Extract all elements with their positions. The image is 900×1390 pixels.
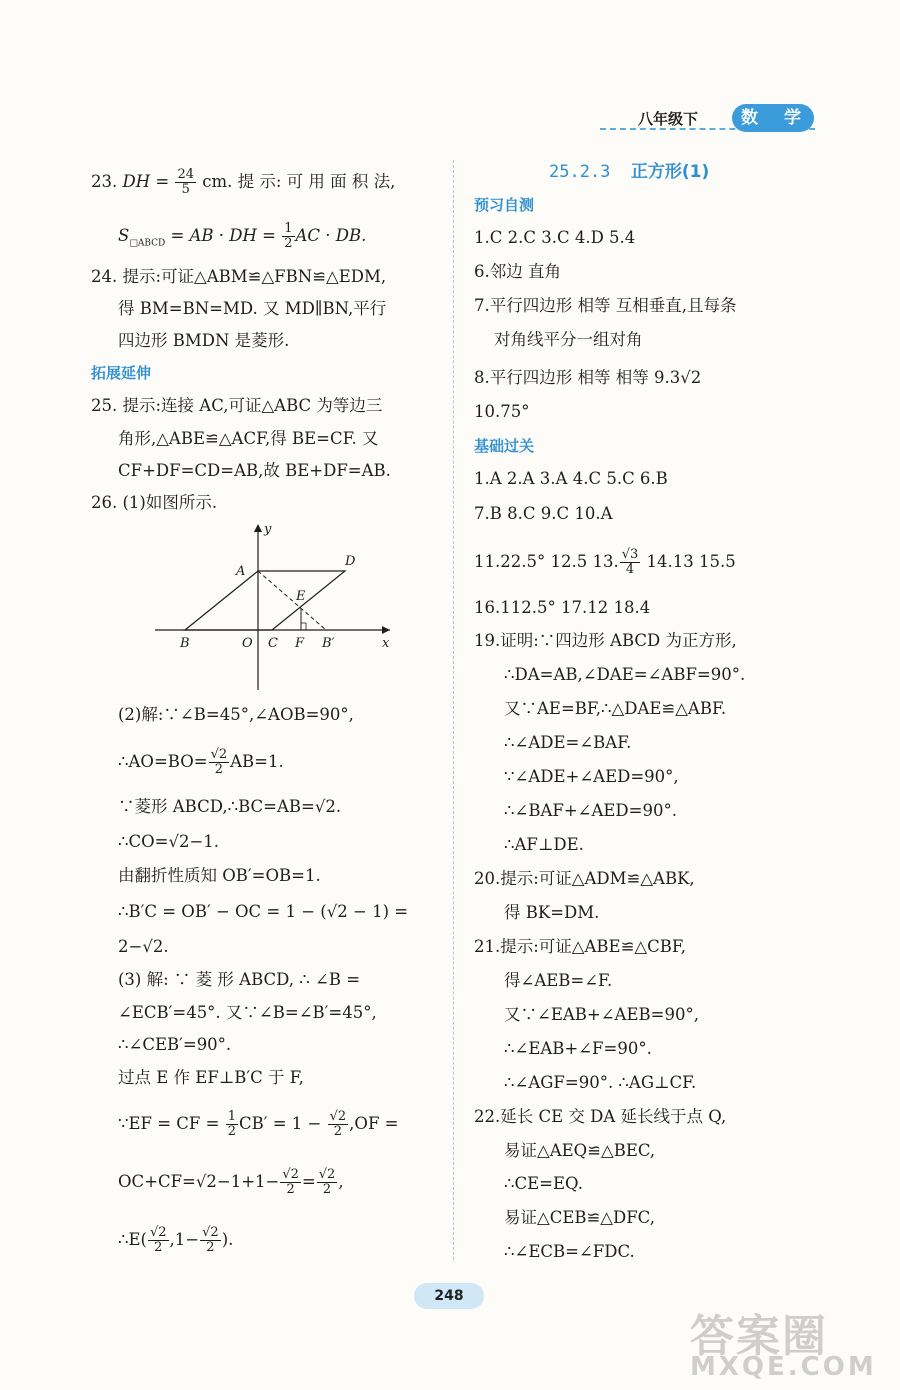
answer-26-part3-line7: ∴E( $\frac{√2}{2}$ ,1− $\frac{√2}{2}$ ). bbox=[118, 1225, 234, 1255]
y-axis-arrow bbox=[254, 524, 262, 532]
answer-23-line2: $S_{□ABCD}$ = AB · DH = $\frac{1}{2}$ AC · DB. bbox=[118, 221, 367, 251]
preview-line-7a: 7.平行四边形 相等 互相垂直,且每条 bbox=[474, 296, 737, 315]
answer-19-line4: ∴∠ADE=∠BAF. bbox=[504, 733, 632, 752]
label-x: x bbox=[382, 636, 390, 651]
answer-23-line1: 23. DH = $\frac{24}{5}$ cm. 提 示: 可 用 面 积 法, bbox=[91, 167, 396, 197]
answer-26-line1: 26. (1)如图所示. bbox=[91, 493, 218, 512]
watermark-url: MXQE.COM bbox=[690, 1352, 877, 1382]
answer-26-part2-line4: ∴CO=√2−1. bbox=[118, 832, 220, 851]
answer-19-line1: 19.证明:∵四边形 ABCD 为正方形, bbox=[474, 631, 737, 650]
label-F: F bbox=[295, 636, 305, 651]
answer-25-line1: 25. 提示:连接 AC,可证△ABC 为等边三 bbox=[91, 396, 383, 415]
label-E: E bbox=[296, 589, 306, 604]
answer-26-part3-line1: (3) 解: ∵ 菱 形 ABCD, ∴ ∠B = bbox=[118, 970, 361, 989]
basic-line-1: 1.A 2.A 3.A 4.C 5.C 6.B bbox=[474, 469, 668, 488]
column-divider bbox=[453, 160, 454, 1260]
label-A: A bbox=[236, 564, 246, 579]
answer-26-part2-line3: ∵菱形 ABCD,∴BC=AB=√2. bbox=[118, 797, 342, 816]
label-B: B bbox=[180, 636, 190, 651]
answer-20-line1: 20.提示:可证△ADM≌△ABK, bbox=[474, 869, 695, 888]
answer-26-part3-line3: ∴∠CEB′=90°. bbox=[118, 1035, 232, 1054]
answer-26-part2-line1: (2)解:∵∠B=45°,∠AOB=90°, bbox=[118, 705, 354, 724]
label-y: y bbox=[264, 522, 272, 537]
answer-19-line5: ∵∠ADE+∠AED=90°, bbox=[504, 767, 679, 786]
answer-19-line2: ∴DA=AB,∠DAE=∠ABF=90°. bbox=[504, 665, 746, 684]
rhombus-abcd bbox=[185, 571, 345, 630]
section-extension-heading: 拓展延伸 bbox=[91, 364, 152, 382]
answer-22-line1: 22.延长 CE 交 DA 延长线于点 Q, bbox=[474, 1107, 727, 1126]
answer-21-line3: 又∵∠EAB+∠AEB=90°, bbox=[504, 1005, 699, 1024]
fold-line bbox=[258, 571, 326, 630]
answer-22-line3: ∴CE=EQ. bbox=[504, 1174, 583, 1193]
answer-19-line6: ∴∠BAF+∠AED=90°. bbox=[504, 801, 677, 820]
preview-line-8: 8.平行四边形 相等 相等 9.3√2 bbox=[474, 368, 702, 387]
preview-line-10: 10.75° bbox=[474, 402, 530, 421]
subject-badge: 数 学 bbox=[732, 104, 814, 132]
label-D: D bbox=[345, 554, 356, 569]
answer-24-line3: 四边形 BMDN 是菱形. bbox=[118, 331, 290, 350]
answer-21-line4: ∴∠EAB+∠F=90°. bbox=[504, 1039, 652, 1058]
answer-21-line2: 得∠AEB=∠F. bbox=[504, 971, 613, 990]
label-O: O bbox=[242, 636, 253, 651]
answer-24-line1: 24. 提示:可证△ABM≌△FBN≌△EDM, bbox=[91, 267, 387, 286]
answer-19-line3: 又∵AE=BF,∴△DAE≌△ABF. bbox=[504, 699, 727, 718]
answer-26-part2-line6: ∴B′C = OB′ − OC = 1 − (√2 − 1) = bbox=[118, 902, 409, 921]
watermark-logo: 答案圈 bbox=[690, 1311, 828, 1362]
basic-line-11: 11.22.5° 12.5 13. $\frac{√3}{4}$ 14.13 15.5 bbox=[474, 547, 736, 577]
answer-26-part3-line4: 过点 E 作 EF⊥B′C 于 F, bbox=[118, 1068, 304, 1087]
answer-22-line2: 易证△AEQ≌△BEC, bbox=[504, 1141, 656, 1160]
section-title: 25.2.3 正方形(1) bbox=[549, 162, 710, 182]
rhombus-figure bbox=[150, 520, 400, 695]
answer-25-line2: 角形,△ABE≌△ACF,得 BE=CF. 又 bbox=[118, 429, 379, 448]
basic-line-16: 16.112.5° 17.12 18.4 bbox=[474, 598, 651, 617]
x-axis-arrow bbox=[382, 626, 390, 634]
answer-21-line5: ∴∠AGF=90°. ∴AG⊥CF. bbox=[504, 1073, 697, 1092]
answer-21-line1: 21.提示:可证△ABE≌△CBF, bbox=[474, 937, 686, 956]
page-number: 248 bbox=[414, 1283, 484, 1309]
answer-26-part3-line2: ∠ECB′=45°. 又∵∠B=∠B′=45°, bbox=[118, 1003, 377, 1022]
preview-line-7b: 对角线平分一组对角 bbox=[494, 330, 643, 349]
preview-line-1: 1.C 2.C 3.C 4.D 5.4 bbox=[474, 228, 636, 247]
answer-26-part3-line6: OC+CF=√2−1+1− $\frac{√2}{2}$ = $\frac{√2}{2}$ , bbox=[118, 1167, 344, 1197]
answer-19-line7: ∴AF⊥DE. bbox=[504, 835, 584, 854]
right-angle-mark bbox=[301, 623, 306, 630]
preview-line-6: 6.邻边 直角 bbox=[474, 262, 561, 281]
answer-22-line5: ∴∠ECB=∠FDC. bbox=[504, 1242, 635, 1261]
section-basic-heading: 基础过关 bbox=[474, 437, 535, 455]
basic-line-7: 7.B 8.C 9.C 10.A bbox=[474, 504, 613, 523]
answer-26-part2-line5: 由翻折性质知 OB′=OB=1. bbox=[118, 866, 321, 885]
label-B-prime: B′ bbox=[322, 636, 335, 651]
answer-26-part3-line5: ∵EF = CF = $\frac{1}{2}$ CB′ = 1 − $\frac{√2}{2}$ ,OF = bbox=[118, 1109, 399, 1139]
answer-22-line4: 易证△CEB≌△DFC, bbox=[504, 1208, 655, 1227]
answer-20-line2: 得 BK=DM. bbox=[504, 903, 600, 922]
section-preview-heading: 预习自测 bbox=[474, 196, 535, 214]
grade-label: 八年级下 bbox=[638, 110, 699, 128]
answer-24-line2: 得 BM=BN=MD. 又 MD∥BN,平行 bbox=[118, 299, 387, 318]
answer-26-part2-line7: 2−√2. bbox=[118, 937, 169, 956]
answer-25-line3: CF+DF=CD=AB,故 BE+DF=AB. bbox=[118, 461, 391, 480]
answer-26-part2-line2: ∴AO=BO= $\frac{√2}{2}$ AB=1. bbox=[118, 747, 284, 777]
label-C: C bbox=[268, 636, 278, 651]
